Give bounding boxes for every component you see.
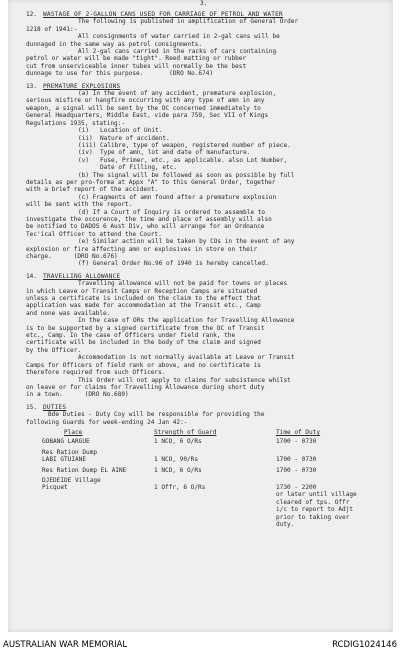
text-line: application was made for accommodation at the Transit etc., Camp	[26, 302, 261, 310]
text-line: cut from unserviceable inner tubes will normally be the best	[26, 62, 247, 70]
section-heading	[26, 83, 386, 90]
text-line: The following is published in amplification of General Order	[78, 18, 299, 26]
page-number: 3.	[200, 0, 208, 7]
column-header-place: Place	[64, 428, 83, 436]
table-cell-time: 1730 - 2200 or later until village cleared of tps. Offr i/c to report to Adjt prior to taking over duty.	[276, 483, 357, 528]
text-line: This Order will not apply to claims for subsistence whilst	[78, 376, 291, 384]
text-line: (f) General Order No.96 of 1940 is hereby cancelled.	[78, 260, 269, 268]
text-line: (b) The signal will be followed as soon as possible by full	[78, 171, 295, 179]
duties-table	[42, 429, 365, 531]
section-title: PREMATURE EXPLOSIONS	[43, 82, 121, 90]
text-line: (c) Fragments of amn found after a premature explosion	[78, 193, 277, 201]
text-line: (e) Similar action will be taken by COs in the event of any	[78, 238, 295, 246]
text-line: General Headquarters, Middle East, vide para 759, Sec VII of Kings	[26, 112, 269, 120]
section-title: WASTAGE OF 2-GALLON CANS USED FOR CARRIAGE OF PETROL AND WATER	[43, 11, 283, 18]
text-line: dunnaged in the same way as petrol consignments.	[26, 40, 203, 48]
text-line: be notified to DADOS 6 Aust Div, who will arrange for an Ordnance	[26, 223, 265, 231]
text-line: All 2-gal cans carried in the racks of cars containing	[78, 48, 277, 56]
table-row	[42, 449, 365, 467]
text-line: petrol or water will be made "tight". Reed matting or rubber	[26, 55, 247, 63]
section-title: DUTIES	[43, 403, 67, 411]
text-line: Date of Filling, etc.	[100, 164, 178, 172]
document-page	[8, 0, 393, 632]
text-line: (d) If a Court of Inquiry is ordered to assemble to	[78, 208, 266, 216]
table-cell-strength: 1 NCO, 90/Rs	[154, 455, 199, 463]
table-cell-place: Res Ration Dump EL AINE	[42, 466, 127, 474]
column-header-time: Time of Duty	[276, 428, 321, 436]
table-header-row	[42, 429, 365, 438]
section-heading	[26, 404, 386, 411]
text-line: (ii) Nature of accident.	[78, 134, 170, 142]
table-row	[42, 467, 365, 477]
section-number: 12.	[26, 11, 38, 18]
text-line: investigate the occurence, the time and place of assembly will also	[26, 215, 272, 223]
text-line: will be sent with the report.	[26, 201, 133, 209]
archive-reference: RCDIG1024146	[332, 640, 397, 650]
section-number: 15.	[26, 403, 38, 411]
section-15	[26, 404, 386, 532]
column-header-strength: Strength of Guard	[154, 428, 217, 436]
section-title: TRAVELLING ALLOWANCE	[43, 272, 121, 280]
section-number: 14.	[26, 272, 38, 280]
text-line: details as per pro-forma at Appx "A" to this General Order, together	[26, 178, 276, 186]
table-cell-time: 1700 - 0730	[276, 455, 317, 463]
section-13	[26, 83, 386, 268]
text-line: Regulations 1935, stating:-	[26, 119, 126, 127]
text-line: explosion or fire affecting amn or explosives in store on their	[26, 245, 258, 253]
text-line: (iv) Type of amn, lot and date of manufacture.	[78, 149, 251, 157]
text-line: therefore required from such Officers.	[26, 369, 166, 377]
text-line: In the case of ORs the application for Travelling Allowance	[78, 317, 295, 325]
text-line: Travelling allowance will not be paid for towns or places	[78, 280, 288, 288]
table-row	[42, 477, 365, 531]
text-line: etc., Camp. In the case of Officers under field rank, the	[26, 332, 236, 340]
archive-footer	[0, 636, 401, 654]
table-cell-strength: 1 Offr, 6 O/Rs	[154, 483, 206, 491]
text-line: following Guards for week-ending 24 Jan 42:-	[26, 418, 188, 426]
text-line: and none was available.	[26, 309, 111, 317]
section-heading	[26, 273, 386, 280]
text-line: in a town. (DRO No.680)	[26, 391, 129, 399]
table-cell-time: 1700 - 0730	[276, 438, 317, 446]
text-line: with a brief report of the accident.	[26, 186, 159, 194]
table-cell-strength: 1 NCO, 6 O/Rs	[154, 466, 202, 474]
text-line: (v) Fuse, Primer, etc., as applicable. also Lot Number,	[78, 156, 288, 164]
text-line: certificate will be included in the body of the claim and signed	[26, 339, 261, 347]
table-cell-strength: 1 NCO, 6 O/Rs	[154, 438, 202, 446]
text-line: 1218 of 1941:-	[26, 25, 78, 33]
table-cell-place: DJEDEIDE Village Picquet	[42, 476, 101, 492]
section-14	[26, 273, 386, 399]
table-cell-place: GOBANG LARGUE	[42, 438, 90, 446]
text-line: Camps for Officers of field rank or above, and no certificate is	[26, 361, 261, 369]
text-line: Accommodation is not normally available at Leave or Transit	[78, 354, 295, 362]
text-line: weapon, a signal will be sent by the OC concerned immediately to	[26, 104, 261, 112]
table-row	[42, 438, 365, 448]
text-line: (iii) Calibre, type of weapon, registered number of piece.	[78, 141, 291, 149]
text-line: unless a certificate is included on the claim to the effect that	[26, 295, 261, 303]
text-line: Bde Duties - Duty Coy will be responsible for providing the	[48, 411, 265, 419]
text-line: (a) In the event of any accident, premature explosion,	[78, 90, 277, 98]
text-line: by the Officer.	[26, 346, 82, 354]
text-line: All consignments of water carried in 2-gal cans will be	[78, 33, 280, 41]
text-line: serious misfire or hangfire occurring with any type of amn in any	[26, 97, 265, 105]
section-number: 13.	[26, 82, 38, 90]
text-line: charge. (DRO No.676)	[26, 253, 118, 260]
section-12	[26, 11, 386, 78]
table-cell-time: 1700 - 0730	[276, 466, 317, 474]
text-line: is to be supported by a signed certificate from the OC of Transit	[26, 324, 265, 332]
text-line: (i) Location of Unit.	[78, 127, 163, 135]
section-heading	[26, 11, 386, 18]
text-line: on leave or for claims for Travelling Allowance during short duty	[26, 383, 265, 391]
archive-name: AUSTRALIAN WAR MEMORIAL	[3, 640, 128, 650]
document-body	[26, 10, 386, 531]
text-line: Tec'ical Officer to attend the Court.	[26, 230, 162, 238]
text-line: in which Leave or Transit Camps or Reception Camps are situated	[26, 287, 258, 295]
table-cell-place: Res Ration Dump LABI GTUIANE	[42, 448, 98, 464]
text-line: dunnage to use for this purpose. (DRO No.674)	[26, 70, 214, 78]
